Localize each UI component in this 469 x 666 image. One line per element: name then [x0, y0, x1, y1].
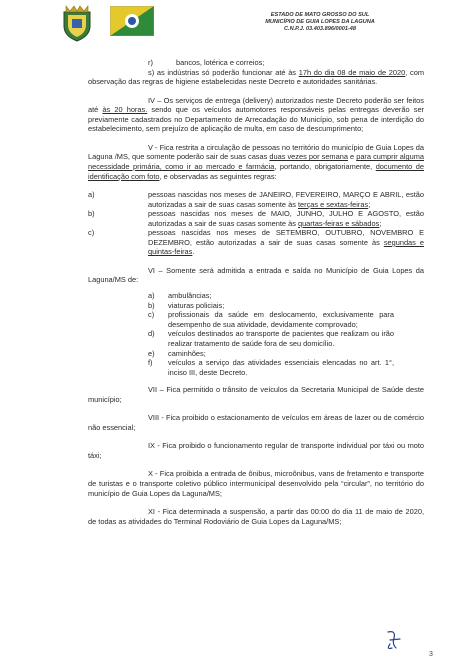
paragraph-art-x: X - Fica proibida a entrada de ônibus, microônibus, vans de fretamento e transporte de turistas e o transporte coletivo público intermunicipal desenvolvido pela “circular”, no território do município de Guia Lopes da Laguna/MS;	[88, 469, 424, 498]
list-item: c) profissionais da saúde em deslocamento, exclusivamente para desempenho de sua atividade, devidamente comprovado;	[148, 310, 394, 329]
list-item-b: b) pessoas nascidas nos meses de MAIO, JUNHO, JULHO E AGOSTO, estão autorizadas a sair de suas casas somente às quartas-feiras e sábados;	[88, 209, 424, 228]
list-item: d) veículos destinados ao transporte de pacientes que realizam ou irão realizar tratamento de saúde fora de seu domicílio.	[148, 329, 394, 349]
list-item-c: c) pessoas nascidas nos meses de SETEMBRO, OUTUBRO, NOVEMBRO E DEZEMBRO, estão autorizadas a sair de suas casas somente às segundas e quintas-feiras.	[88, 228, 425, 257]
list-item-a: a) pessoas nascidas nos meses de JANEIRO, FEVEREIRO, MARÇO E ABRIL, estão autorizadas a sair de suas casas somente às terças e sextas-feiras;	[88, 189, 424, 209]
page-number: 3	[429, 651, 433, 658]
letterhead	[180, 12, 460, 34]
list-item: e) caminhões;	[148, 348, 206, 358]
document-body	[88, 58, 424, 535]
paragraph-art-ix: IX - Fica proibido o funcionamento regular de transporte individual por táxi ou moto táxi;	[88, 441, 424, 460]
item-text: bancos, lotérica e correios;	[176, 58, 265, 67]
paragraph-art-iv: IV – Os serviços de entrega (delivery) autorizados neste Decreto poderão ser feitos até às 20 horas. sendo que os veículos automotores responsáveis pelas entregas deverão ser previamente cadastrados no Departamento de Arrecadação do Município, sob pena de interdição do estabelecimento, sem prejuízo de aplicação de multa, em caso de descumprimento;	[88, 95, 425, 134]
list-item-r	[148, 58, 424, 68]
list-item: f) veículos a serviço das atividades essenciais elencadas no art. 1°, inciso III, deste Decreto.	[148, 358, 394, 377]
paragraph-art-xi: XI - Fica determinada a suspensão, a partir das 00:00 do dia 11 de maio de 2020, de todas as atividades do Terminal Rodoviário de Guia Lopes da Laguna/MS;	[88, 506, 424, 526]
paragraph-s: s) as indústrias só poderão funcionar até às 17h do dia 08 de maio de 2020, com observação das regras de higiene estabelecidas neste Decreto e autoridades sanitárias.	[88, 67, 424, 87]
letterhead-cnpj: C.N.P.J. 03.403.896/0001-48	[283, 26, 357, 33]
letterhead-municipality: MUNICÍPIO DE GUIA LOPES DA LAGUNA	[265, 19, 375, 26]
paragraph-art-v: V - Fica restrita a circulação de pessoas no território do município de Guia Lopes da Laguna /MS, que somente poderão sair de suas casas duas vezes por semana e para cumprir alguma necessidade primária, como ir ao mercado e farmácia, portando, obrigatoriamente, documento de identificação com foto, e observadas as seguintes regras:	[88, 142, 425, 181]
paragraph-art-vi: VI – Somente será admitida a entrada e saída no Município de Guia Lopes da Laguna/MS de:	[88, 265, 424, 285]
signature-initials	[382, 628, 406, 652]
paragraph-art-viii: VIII - Fica proibido o estacionamento de veículos em áreas de lazer ou de comércio não essencial;	[88, 413, 424, 432]
item-label: r)	[148, 58, 153, 67]
municipal-flag-icon	[110, 6, 154, 36]
list-item: a) ambulâncias;	[148, 291, 212, 301]
paragraph-art-vii: VII – Fica permitido o trânsito de veículos da Secretaria Municipal de Saúde deste município;	[88, 385, 424, 404]
art-vi-list	[148, 291, 394, 377]
municipal-crest-icon	[60, 4, 94, 42]
letterhead-state: ESTADO DE MATO GROSSO DO SUL	[270, 12, 370, 18]
list-item: b) viaturas policiais;	[148, 300, 225, 310]
